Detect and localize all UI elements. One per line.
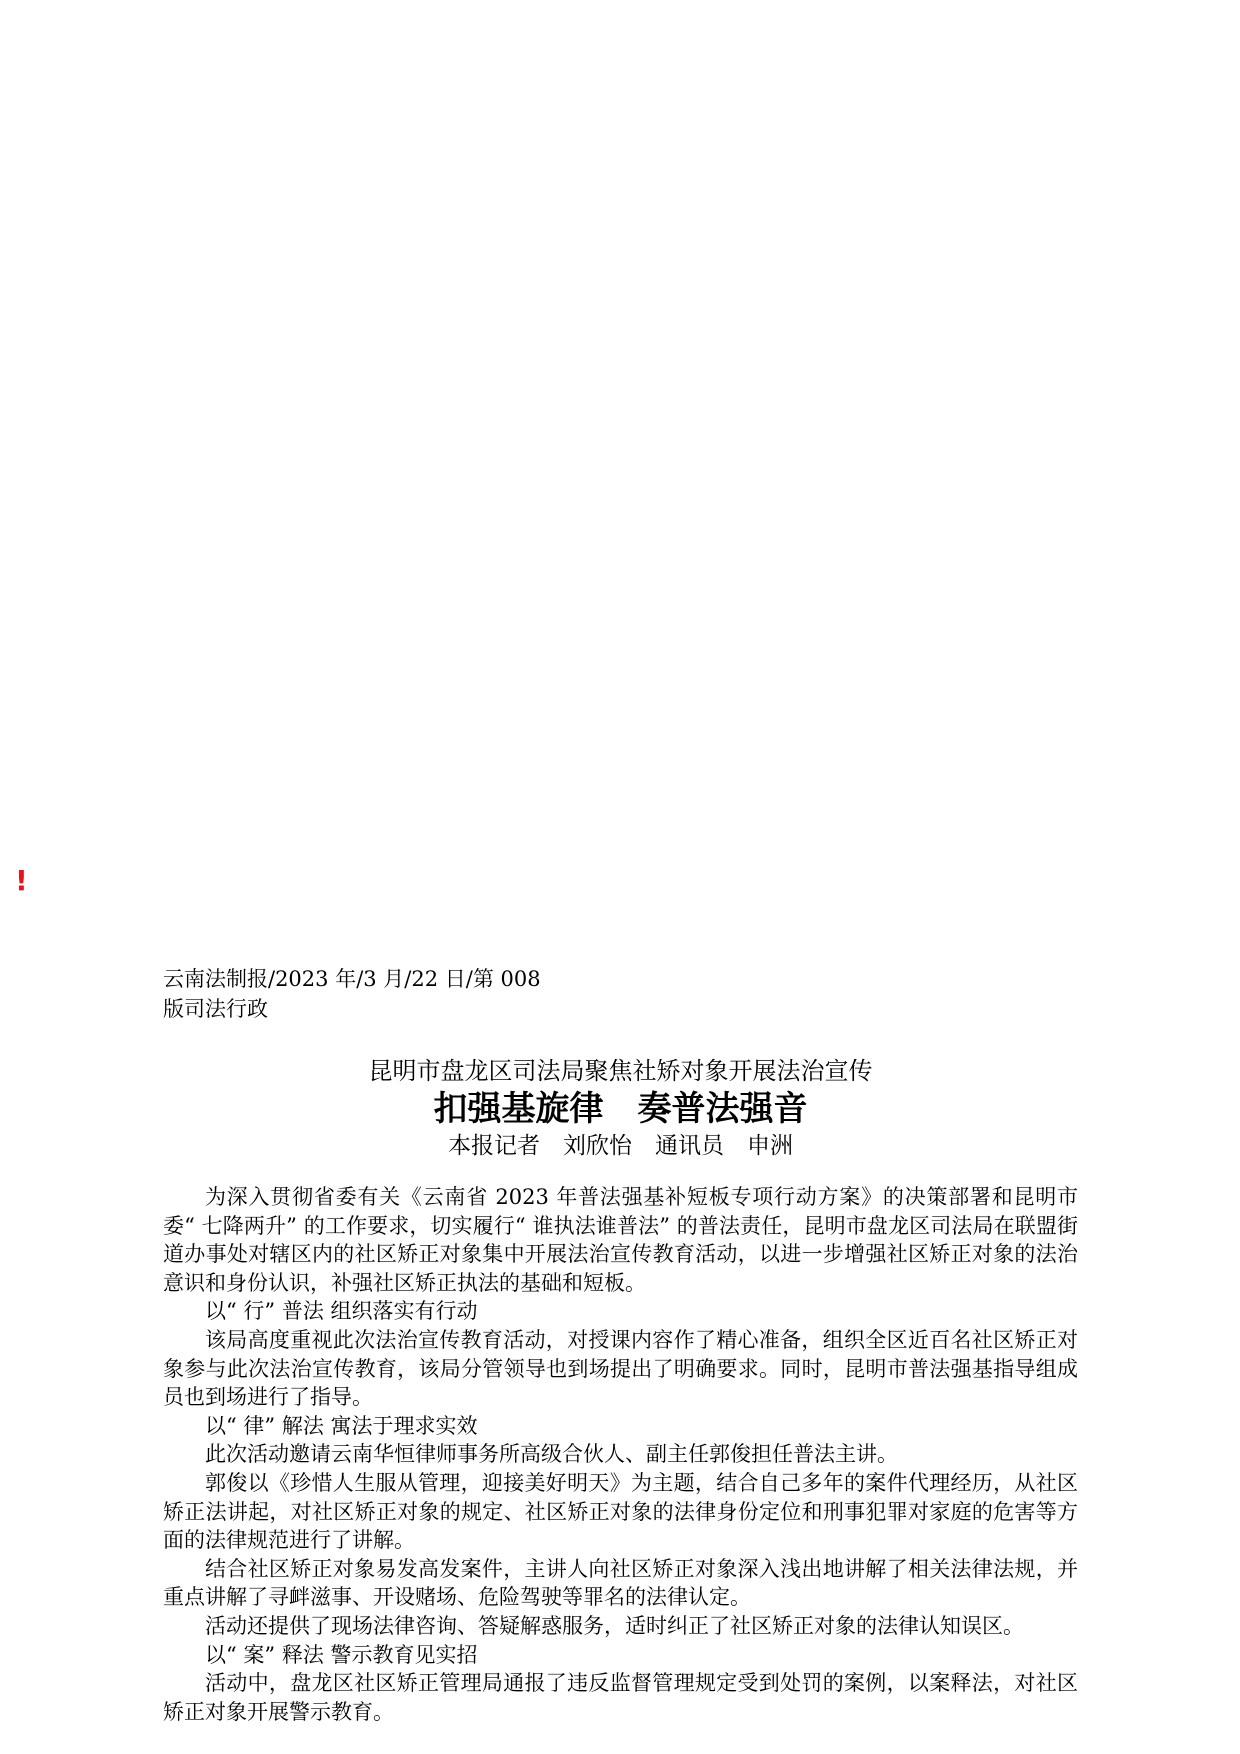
- section-heading: 以“ 案” 释法 警示教育见实招: [205, 1642, 478, 1667]
- source-line-1: 云南法制报/2023 年/3 月/22 日/第 008: [163, 967, 541, 991]
- red-exclamation-mark: !: [15, 864, 28, 897]
- article-header: [163, 1054, 1078, 1162]
- section-heading: 以“ 律” 解法 寓法于理求实效: [205, 1413, 478, 1438]
- source-line-2: 版司法行政: [163, 997, 268, 1021]
- paragraph: 郭俊以《珍惜人生服从管理，迎接美好明天》为主题，结合自己多年的案件代理经历，从社区矫正法讲起，对社区矫正对象的规定、社区矫正对象的法律身份定位和刑事犯罪对家庭的危害等方面的法律规范进行了讲解。: [163, 1470, 1078, 1553]
- source-line: [163, 964, 583, 1024]
- paragraph: 结合社区矫正对象易发高发案件，主讲人向社区矫正对象深入浅出地讲解了相关法律法规，并重点讲解了寻衅滋事、开设赌场、危险驾驶等罪名的法律认定。: [163, 1556, 1078, 1610]
- article-title: 扣强基旋律 奏普法强音: [433, 1089, 808, 1129]
- article-kicker: 昆明市盘龙区司法局聚焦社矫对象开展法治宣传: [368, 1057, 873, 1085]
- article-body: [163, 1183, 1078, 1726]
- paragraph: 此次活动邀请云南华恒律师事务所高级合伙人、副主任郭俊担任普法主讲。: [205, 1442, 898, 1467]
- section-heading: 以“ 行” 普法 组织落实有行动: [205, 1299, 478, 1324]
- article-byline: 本报记者 刘欣怡 通讯员 申洲: [448, 1133, 793, 1159]
- paragraph: 为深入贯彻省委有关《云南省 2023 年普法强基补短板专项行动方案》的决策部署和昆明市委“ 七降两升” 的工作要求，切实履行“ 谁执法谁普法” 的普法责任，昆明市盘龙区司法局在联盟街道办事处对辖区内的社区矫正对象集中开展法治宣传教育活动，以进一步增强社区矫正对象的法治意识和身份认识，补强社区矫正执法的基础和短板。: [163, 1185, 1078, 1295]
- paragraph: 活动还提供了现场法律咨询、答疑解惑服务，适时纠正了社区矫正对象的法律认知误区。: [205, 1613, 1024, 1638]
- paragraph: 该局高度重视此次法治宣传教育活动，对授课内容作了精心准备，组织全区近百名社区矫正对象参与此次法治宣传教育，该局分管领导也到场提出了明确要求。同时，昆明市普法强基指导组成员也到场进行了指导。: [163, 1327, 1078, 1410]
- paragraph: 活动中，盘龙区社区矫正管理局通报了违反监督管理规定受到处罚的案例，以案释法，对社区矫正对象开展警示教育。: [163, 1671, 1078, 1724]
